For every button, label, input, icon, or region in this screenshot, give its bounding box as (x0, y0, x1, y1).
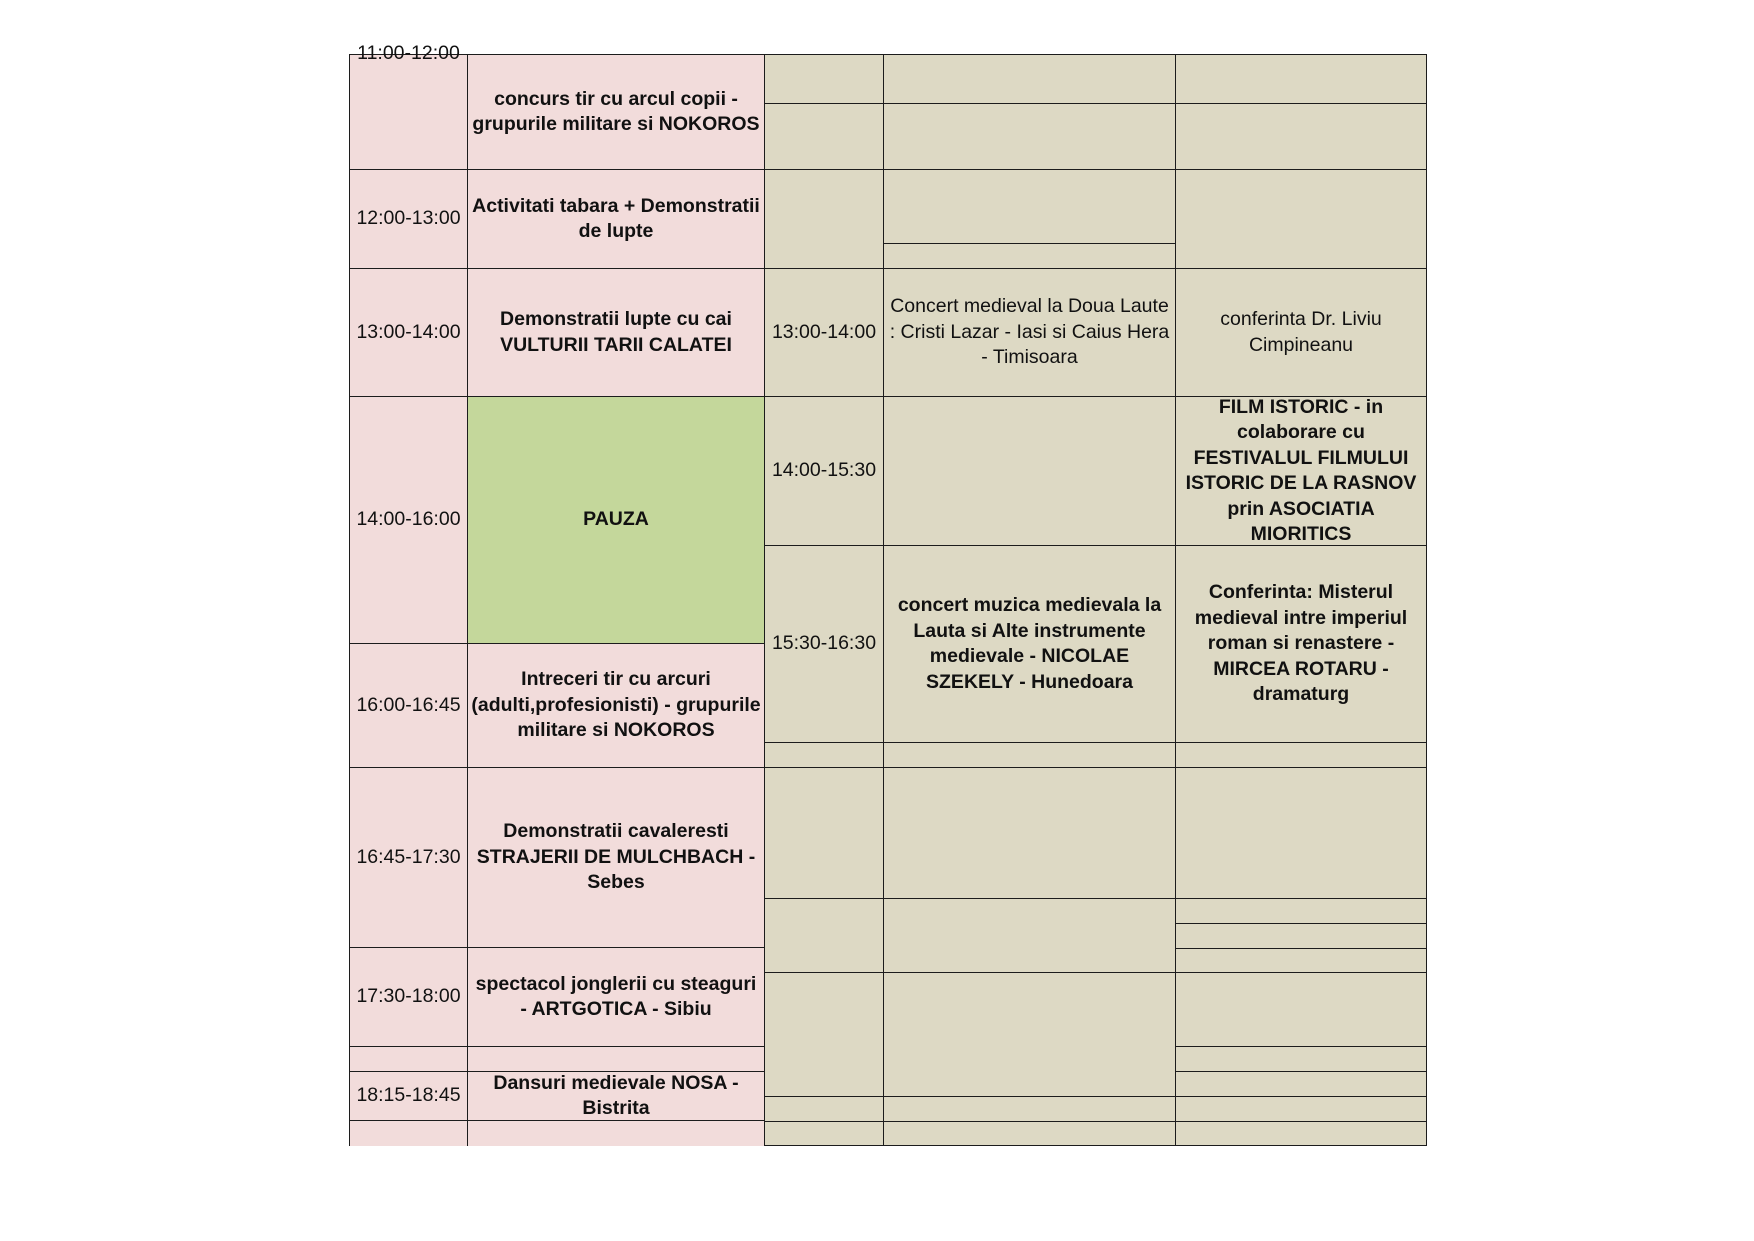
empty-cell (1175, 898, 1427, 924)
empty-cell (883, 898, 1176, 973)
time-cell (349, 169, 468, 269)
empty-cell (883, 54, 1176, 104)
event-cell (467, 643, 765, 768)
time-label: 18:15-18:45 (356, 1084, 461, 1107)
event-cell (467, 1071, 765, 1121)
film-cell (1175, 396, 1427, 546)
time-label: 13:00-14:00 (771, 320, 877, 343)
event-cell (467, 767, 765, 948)
event-label: spectacol jonglerii cu steaguri - ARTGOTICA - Sibiu (475, 972, 757, 1020)
event-label: Intreceri tir cu arcuri (adulti,profesionisti) - grupurile militare si NOKOROS (471, 668, 761, 742)
pause-cell (467, 396, 765, 644)
empty-cell (1175, 948, 1427, 973)
talk-label: Conferinta: Misterul medieval intre imperiul roman si renastere - MIRCEA ROTARU - dramaturg (1194, 581, 1408, 706)
time-cell (764, 268, 884, 397)
time-cell (349, 42, 468, 170)
empty-cell (883, 767, 1176, 899)
empty-cell (764, 1096, 884, 1122)
concert-cell (883, 268, 1176, 397)
time-cell (764, 396, 884, 546)
event-label: PAUZA (583, 508, 649, 531)
empty-cell (1175, 742, 1427, 768)
empty-cell (1175, 103, 1427, 170)
empty-cell (764, 1121, 884, 1146)
empty-cell (764, 742, 884, 768)
concert-cell (883, 545, 1176, 743)
event-label: Dansuri medievale NOSA - Bistrita (493, 1071, 739, 1119)
event-cell (467, 54, 765, 170)
empty-cell (467, 1120, 765, 1146)
time-cell (349, 396, 468, 644)
empty-cell (349, 1120, 468, 1146)
empty-cell (764, 898, 884, 973)
concert-label: Concert medieval la Doua Laute : Cristi Lazar - Iasi si Caius Hera - Timisoara (889, 295, 1170, 369)
empty-cell (1175, 1046, 1427, 1072)
empty-cell (1175, 1096, 1427, 1122)
empty-cell (883, 103, 1176, 170)
time-cell (349, 1071, 468, 1121)
time-cell (349, 947, 468, 1047)
empty-cell (1175, 972, 1427, 1047)
clipped-time-label: 11:00-12:00 (357, 42, 460, 64)
empty-cell (349, 1046, 468, 1072)
empty-cell (764, 54, 884, 104)
empty-cell (1175, 923, 1427, 949)
event-label: Demonstratii lupte cu cai VULTURII TARII CALATEI (500, 308, 732, 356)
empty-cell (1175, 54, 1427, 104)
film-label: FILM ISTORIC - in colaborare cu FESTIVALUL FILMULUI ISTORIC DE LA RASNOV prin ASOCIATIA MIORITICS (1185, 395, 1417, 545)
empty-cell (883, 1096, 1176, 1122)
event-label: Activitati tabara + Demonstratii de lupte (472, 194, 760, 242)
empty-cell (1175, 1071, 1427, 1097)
empty-cell (883, 1121, 1176, 1146)
empty-cell (883, 742, 1176, 768)
empty-cell (764, 767, 884, 899)
time-cell (349, 643, 468, 768)
time-label: 12:00-13:00 (356, 207, 461, 230)
talk-cell (1175, 268, 1427, 397)
time-cell (764, 545, 884, 743)
time-label: 15:30-16:30 (771, 632, 877, 655)
empty-cell (764, 169, 884, 269)
empty-cell (1175, 169, 1427, 269)
event-cell (467, 947, 765, 1047)
time-label: 17:30-18:00 (356, 985, 461, 1008)
time-cell (349, 268, 468, 397)
event-label: concurs tir cu arcul copii - grupurile militare si NOKOROS (472, 87, 760, 135)
talk-label: conferinta Dr. Liviu Cimpineanu (1220, 308, 1382, 356)
empty-cell (764, 972, 884, 1097)
time-label: 13:00-14:00 (356, 320, 461, 343)
empty-cell (1175, 1121, 1427, 1146)
talk-cell (1175, 545, 1427, 743)
empty-cell (883, 243, 1176, 269)
event-cell (467, 169, 765, 269)
time-label: 14:00-15:30 (771, 459, 877, 482)
time-label: 14:00-16:00 (356, 508, 461, 531)
time-label: 16:00-16:45 (356, 693, 461, 716)
empty-cell (883, 972, 1176, 1097)
empty-cell (883, 396, 1176, 546)
empty-cell (467, 1046, 765, 1072)
empty-cell (764, 103, 884, 170)
time-cell (349, 767, 468, 948)
time-label: 16:45-17:30 (356, 845, 461, 868)
empty-cell (1175, 767, 1427, 899)
event-label: Demonstratii cavaleresti STRAJERII DE MULCHBACH - Sebes (476, 820, 756, 894)
event-cell (467, 268, 765, 397)
concert-label: concert muzica medievala la Lauta si Alte instrumente medievale - NICOLAE SZEKELY - Hunedoara (897, 594, 1162, 693)
empty-cell (883, 169, 1176, 244)
